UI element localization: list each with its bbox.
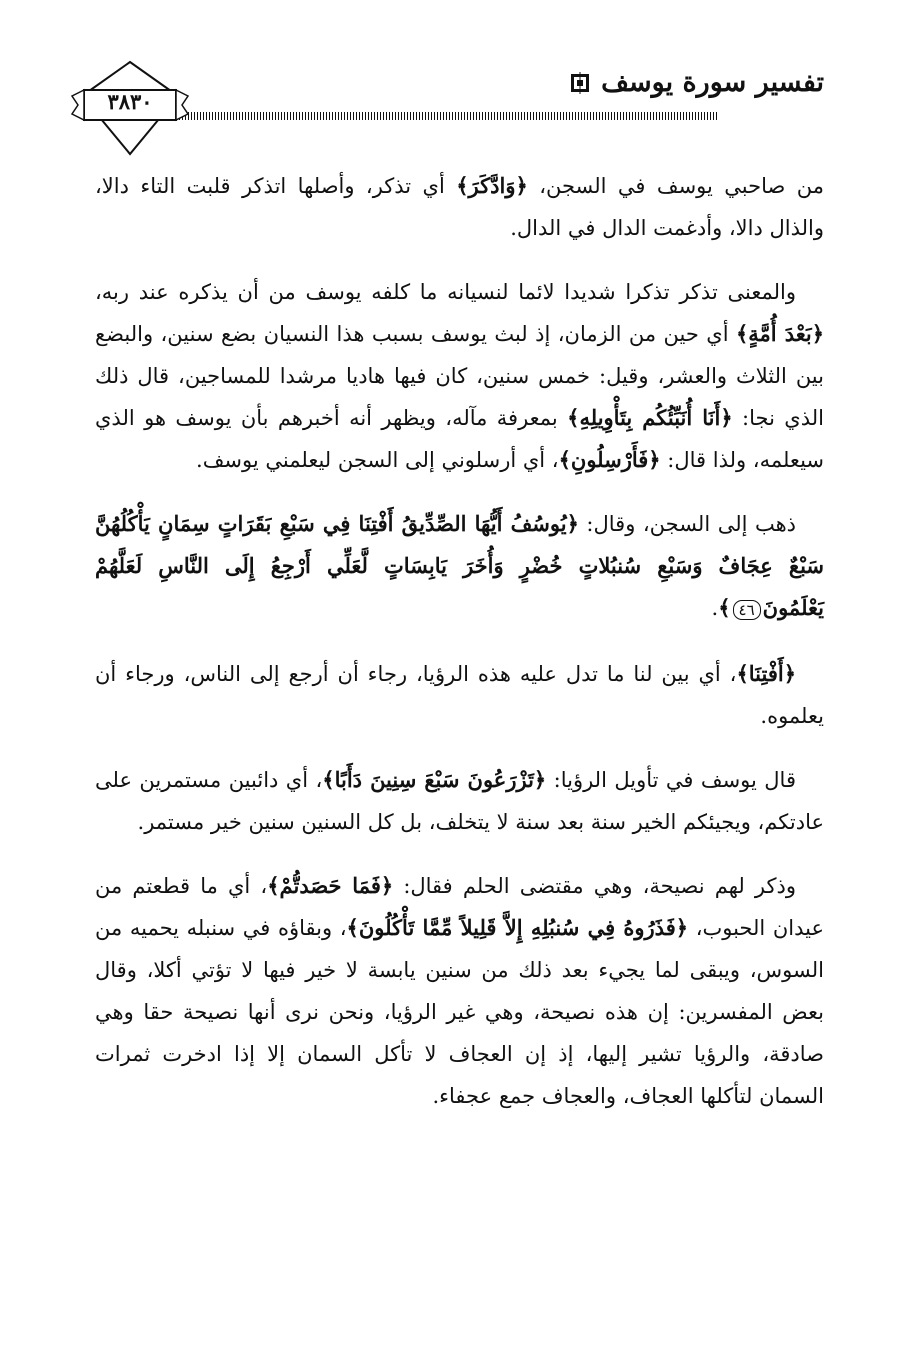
page-number: ٣٨٣٠ xyxy=(107,89,153,114)
page-number-badge xyxy=(70,60,190,160)
paragraph-1 xyxy=(95,165,824,249)
quran-quote-close: ﴾ xyxy=(718,595,731,620)
paragraph-2 xyxy=(95,271,824,481)
running-header-title: تفسير سورة يوسف xyxy=(601,67,824,98)
ayah-number-marker: ٤٦ xyxy=(733,600,761,620)
body-text: قال يوسف في تأويل الرؤيا: xyxy=(546,768,796,792)
ornament-icon xyxy=(569,72,591,94)
page-header xyxy=(95,60,824,160)
paragraph-3 xyxy=(95,503,824,631)
body-text: ، أي دائبين مستمرين على عادتكم، ويجيئكم الخير سنة بعد سنة لا يتخلف، بل كل السنين سنين خير مستمر. xyxy=(95,768,824,834)
body-text: أي تذكر، وأصلها اتذكر قلبت التاء دالا، والذال دالا، وأدغمت الدال في الدال. xyxy=(95,174,824,240)
body-text: أي حين من الزمان، إذ لبث يوسف بسبب هذا النسيان بضع سنين، والبضع بين الثلاث والعشر، وقيل: خمس سنين، كان فيها هاديا مرشدا للمساجين، قال ذلك الذي نجا: xyxy=(95,322,825,430)
quran-quote: ﴿بَعْدَ أُمَّةٍ﴾ xyxy=(735,321,825,346)
paragraph-6 xyxy=(95,865,824,1117)
body-text: . xyxy=(711,596,719,620)
quran-quote: ﴿فَذَرُوهُ فِي سُنبُلِهِ إِلاَّ قَلِيلاً مِّمَّا تَأْكُلُونَ﴾ xyxy=(346,915,689,940)
body-text: من صاحبي يوسف في السجن، xyxy=(527,174,824,198)
quran-quote: ﴿تَزْرَعُونَ سَبْعَ سِنِينَ دَأَبًا﴾ xyxy=(322,767,547,792)
quran-quote: ﴿فَأَرْسِلُونِ﴾ xyxy=(558,447,661,472)
running-header xyxy=(569,68,824,98)
paragraph-4 xyxy=(95,653,824,737)
page-body xyxy=(95,165,824,1139)
quran-quote: ﴿أَفْتِنَا﴾ xyxy=(736,661,796,686)
quran-quote: ﴿وَادَّكَرَ﴾ xyxy=(456,173,528,198)
body-text: وذكر لهم نصيحة، وهي مقتضى الحلم فقال: xyxy=(393,874,796,898)
quran-quote: ﴿يُوسُفُ أَيُّهَا الصِّدِّيقُ أَفْتِنَا فِي سَبْعِ بَقَرَاتٍ سِمَانٍ يَأْكُلُهُنَّ سَبْعٌ عِجَافٌ وَسَبْعِ سُنبُلاتٍ خُضْرٍ وَأُخَرَ يَابِسَاتٍ لَّعَلِّي أَرْجِعُ إِلَى النَّاسِ لَعَلَّهُمْ يَعْلَمُونَ xyxy=(95,511,824,620)
quran-quote: ﴿أَنَا أُنَبِّئُكُم بِتَأْوِيلِهِ﴾ xyxy=(567,405,733,430)
body-text: ، أي ما قطعتم من عيدان الحبوب، xyxy=(95,874,825,940)
body-text: ذهب إلى السجن، وقال: xyxy=(578,512,796,536)
quran-quote: ﴿فَمَا حَصَدتُّمْ﴾ xyxy=(267,873,394,898)
paragraph-5 xyxy=(95,759,824,843)
body-text: والمعنى تذكر تذكرا شديدا لائما لنسيانه ما كلفه يوسف من أن يذكره عند ربه، xyxy=(95,280,796,304)
body-text: ، أي أرسلوني إلى السجن ليعلمني يوسف. xyxy=(196,448,559,472)
body-text: بمعرفة مآله، ويظهر أنه أخبرهم بأن يوسف هو الذي سيعلمه، ولذا قال: xyxy=(95,406,824,472)
body-text: ، وبقاؤه في سنبله يحميه من السوس، ويبقى لما يجيء بعد ذلك من سنين يابسة لا خير فيها لا تؤتي أكلا، وقال بعض المفسرين: إن هذه نصيحة، وهي غير الرؤيا، ونحن نرى أنها نصيحة حقا وهي صادقة، والرؤيا تشير إليها، إذ إن العجاف لا تأكل السمان إلا إذا ادخرت ثمرات السمان لتأكلها العجاف، والعجاف جمع عجفاء. xyxy=(95,916,824,1108)
body-text: ، أي بين لنا ما تدل عليه هذه الرؤيا، رجاء أن أرجع إلى الناس، ورجاء أن يعلموه. xyxy=(95,662,824,728)
